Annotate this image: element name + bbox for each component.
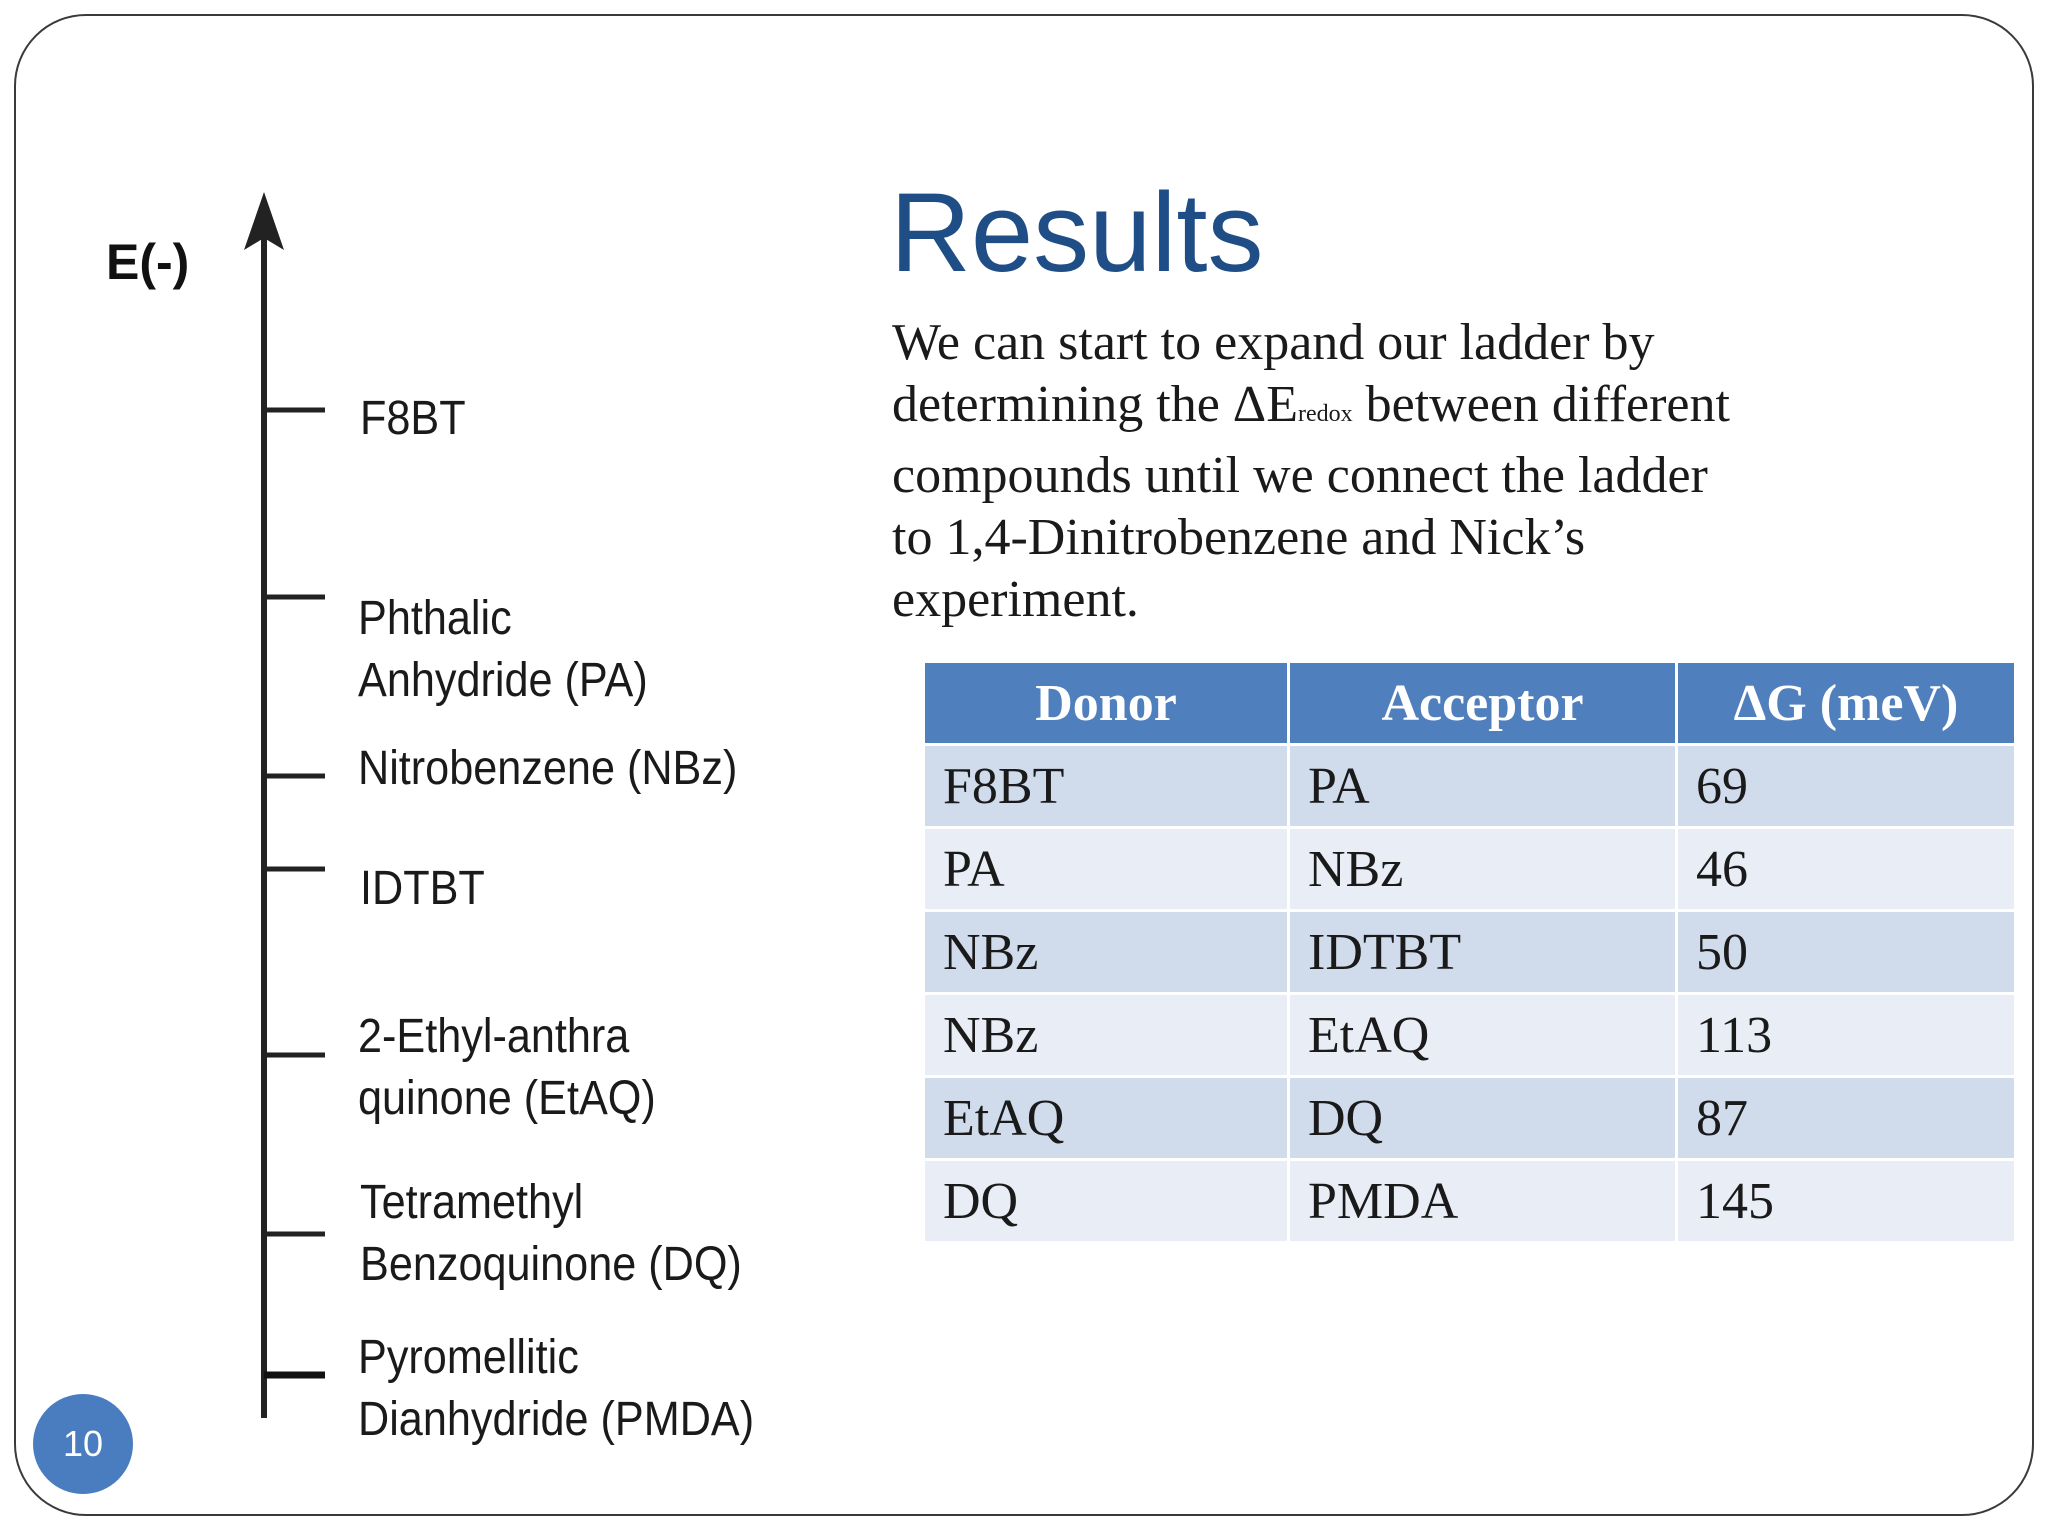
ladder-label-line: IDTBT	[360, 862, 485, 915]
table-header-row	[924, 662, 2016, 745]
ladder-label-pmda	[358, 1327, 754, 1451]
table-row	[924, 1160, 2016, 1243]
table-row	[924, 828, 2016, 911]
cell-delta-g: 145	[1677, 1160, 2016, 1243]
ladder-label-line: Nitrobenzene (NBz)	[358, 742, 738, 795]
body-line: to 1,4-Dinitrobenzene and Nick’s	[892, 509, 1586, 566]
ladder-label-etaq	[358, 1006, 656, 1130]
cell-acceptor: EtAQ	[1289, 994, 1677, 1077]
cell-acceptor: DQ	[1289, 1077, 1677, 1160]
cell-donor: NBz	[924, 994, 1289, 1077]
header-donor: Donor	[924, 662, 1289, 745]
cell-acceptor: IDTBT	[1289, 911, 1677, 994]
cell-donor: EtAQ	[924, 1077, 1289, 1160]
header-acceptor: Acceptor	[1289, 662, 1677, 745]
cell-donor: NBz	[924, 911, 1289, 994]
table-row	[924, 745, 2016, 828]
body-line	[892, 374, 1892, 445]
cell-delta-g: 46	[1677, 828, 2016, 911]
cell-delta-g: 50	[1677, 911, 2016, 994]
body-line: experiment.	[892, 571, 1139, 628]
energy-axis-label: E(-)	[106, 234, 190, 290]
ladder-label-line: F8BT	[360, 392, 466, 445]
ladder-label-nbz	[358, 738, 737, 800]
cell-acceptor: PMDA	[1289, 1160, 1677, 1243]
ladder-label-dq	[360, 1172, 742, 1296]
cell-donor: DQ	[924, 1160, 1289, 1243]
cell-delta-g: 113	[1677, 994, 2016, 1077]
ladder-label-idtbt	[360, 858, 485, 920]
body-line-prefix: determining the ΔE	[892, 376, 1298, 433]
ladder-label-line: 2-Ethyl-anthra	[358, 1010, 630, 1063]
cell-delta-g: 87	[1677, 1077, 2016, 1160]
slide-title: Results	[890, 170, 1264, 295]
ladder-label-line: Dianhydride (PMDA)	[358, 1393, 755, 1446]
table-row	[924, 911, 2016, 994]
results-table	[922, 660, 2017, 1244]
cell-donor: F8BT	[924, 745, 1289, 828]
ladder-label-line: quinone (EtAQ)	[358, 1072, 656, 1125]
table-row	[924, 994, 2016, 1077]
table-row	[924, 1077, 2016, 1160]
cell-delta-g: 69	[1677, 745, 2016, 828]
ladder-label-line: Benzoquinone (DQ)	[360, 1238, 742, 1291]
cell-donor: PA	[924, 828, 1289, 911]
ladder-label-pa	[358, 588, 648, 712]
body-line: compounds until we connect the ladder	[892, 447, 1708, 504]
cell-acceptor: PA	[1289, 745, 1677, 828]
slide-body-text	[892, 312, 1892, 631]
ladder-label-line: Tetramethyl	[360, 1176, 584, 1229]
page-number-badge: 10	[33, 1394, 133, 1494]
cell-acceptor: NBz	[1289, 828, 1677, 911]
ladder-label-f8bt	[360, 388, 466, 450]
body-line-suffix: between different	[1352, 376, 1730, 433]
ladder-label-line: Anhydride (PA)	[358, 654, 648, 707]
delta-e-subscript: redox	[1298, 401, 1353, 427]
ladder-label-line: Phthalic	[358, 592, 512, 645]
body-line: We can start to expand our ladder by	[892, 314, 1655, 371]
ladder-label-line: Pyromellitic	[358, 1331, 579, 1384]
header-delta-g: ΔG (meV)	[1677, 662, 2016, 745]
